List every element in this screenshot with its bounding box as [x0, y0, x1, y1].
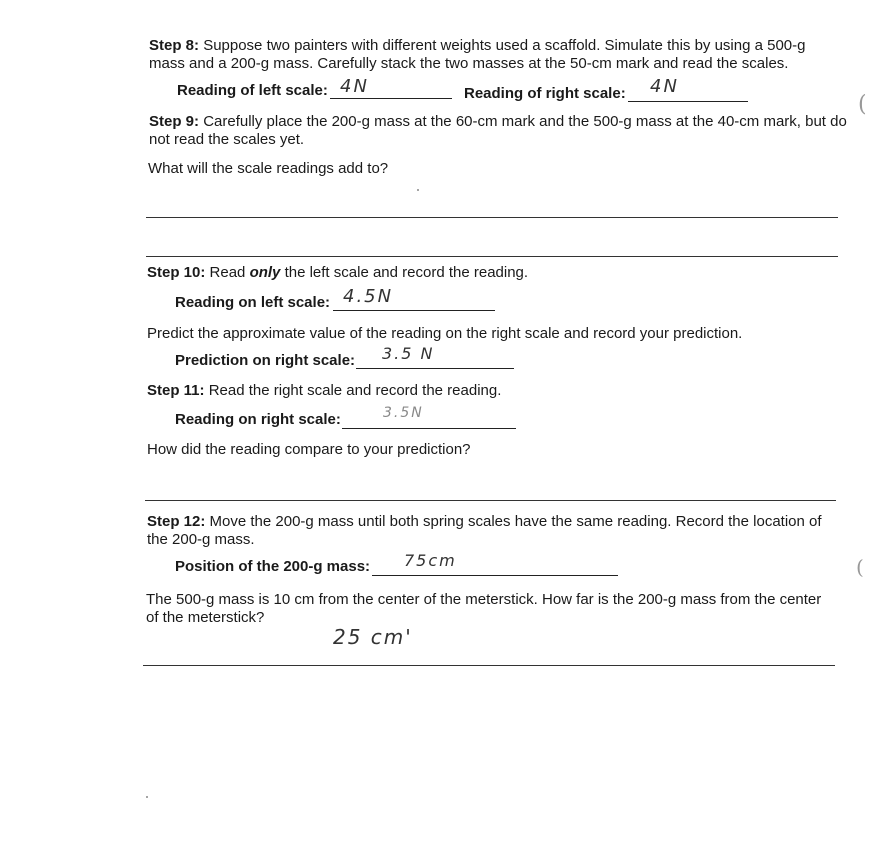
predict-text: Predict the approximate value of the reading on the right scale and record your prediction.	[147, 325, 743, 342]
prediction-label: Prediction on right scale:	[175, 352, 356, 369]
step10-paragraph	[147, 264, 847, 282]
position-line	[372, 575, 618, 576]
step11-question: How did the reading compare to your prediction?	[147, 441, 471, 458]
step12-text: Move the 200-g mass until both spring scales have the same reading. Record the location of the 200-g mass.	[147, 513, 822, 548]
margin-mark-top: (	[858, 92, 867, 117]
step12-question: The 500-g mass is 10 cm from the center of the meterstick. How far is the 200-g mass from the center of the meterstick?	[146, 591, 822, 626]
right-reading-answer[interactable]: 3.5N	[383, 405, 424, 421]
left-scale-answer[interactable]: 4N	[340, 76, 369, 97]
position-answer[interactable]: 75cm	[404, 551, 457, 570]
step11-answer-line[interactable]	[145, 500, 836, 501]
step12-paragraph	[147, 513, 837, 549]
step11-paragraph	[147, 382, 847, 400]
left-scale-label: Reading of left scale:	[177, 82, 328, 99]
step12-label: Step 12:	[147, 513, 206, 530]
step8-label: Step 8:	[149, 37, 200, 54]
step12-answer[interactable]: 25 cm'	[333, 625, 413, 649]
left-reading-answer[interactable]: 4.5N	[343, 286, 394, 307]
position-label: Position of the 200-g mass:	[175, 558, 371, 575]
right-reading-line	[342, 428, 516, 429]
step10-label: Step 10:	[147, 264, 206, 281]
step10-text-post: the left scale and record the reading.	[280, 264, 529, 281]
stray-dot	[417, 189, 419, 191]
step9-answer-line-1[interactable]	[146, 217, 838, 218]
scan-dot	[146, 796, 148, 798]
step11-text: Read the right scale and record the reading.	[208, 382, 502, 399]
step8-paragraph	[149, 37, 829, 73]
step9-text: Carefully place the 200-g mass at the 60-cm mark and the 500-g mass at the 40-cm mark, but do not read the scales yet.	[149, 113, 847, 148]
right-reading-label: Reading on right scale:	[175, 411, 341, 428]
step10-text-pre: Read	[209, 264, 250, 281]
step9-paragraph	[149, 113, 849, 149]
left-scale-line	[330, 98, 452, 99]
step9-label: Step 9:	[149, 113, 200, 130]
prediction-answer[interactable]: 3.5 N	[382, 344, 435, 363]
prediction-line	[356, 368, 514, 369]
margin-mark-bottom: (	[856, 555, 864, 579]
right-scale-answer[interactable]: 4N	[650, 76, 679, 97]
step9-answer-line-2[interactable]	[146, 256, 838, 257]
step12-answer-line[interactable]	[143, 665, 835, 666]
step11-label: Step 11:	[147, 382, 205, 399]
right-scale-line	[628, 101, 748, 102]
step10-text-emphasis: only	[249, 264, 281, 281]
left-reading-label: Reading on left scale:	[175, 294, 331, 311]
left-reading-line	[333, 310, 495, 311]
right-scale-label: Reading of right scale:	[464, 85, 626, 102]
step9-question: What will the scale readings add to?	[148, 160, 389, 177]
step8-text: Suppose two painters with different weights used a scaffold. Simulate this by using a 500-g mass and a 200-g mass. Carefully stack the two masses at the 50-cm mark and read the scales.	[149, 37, 806, 72]
